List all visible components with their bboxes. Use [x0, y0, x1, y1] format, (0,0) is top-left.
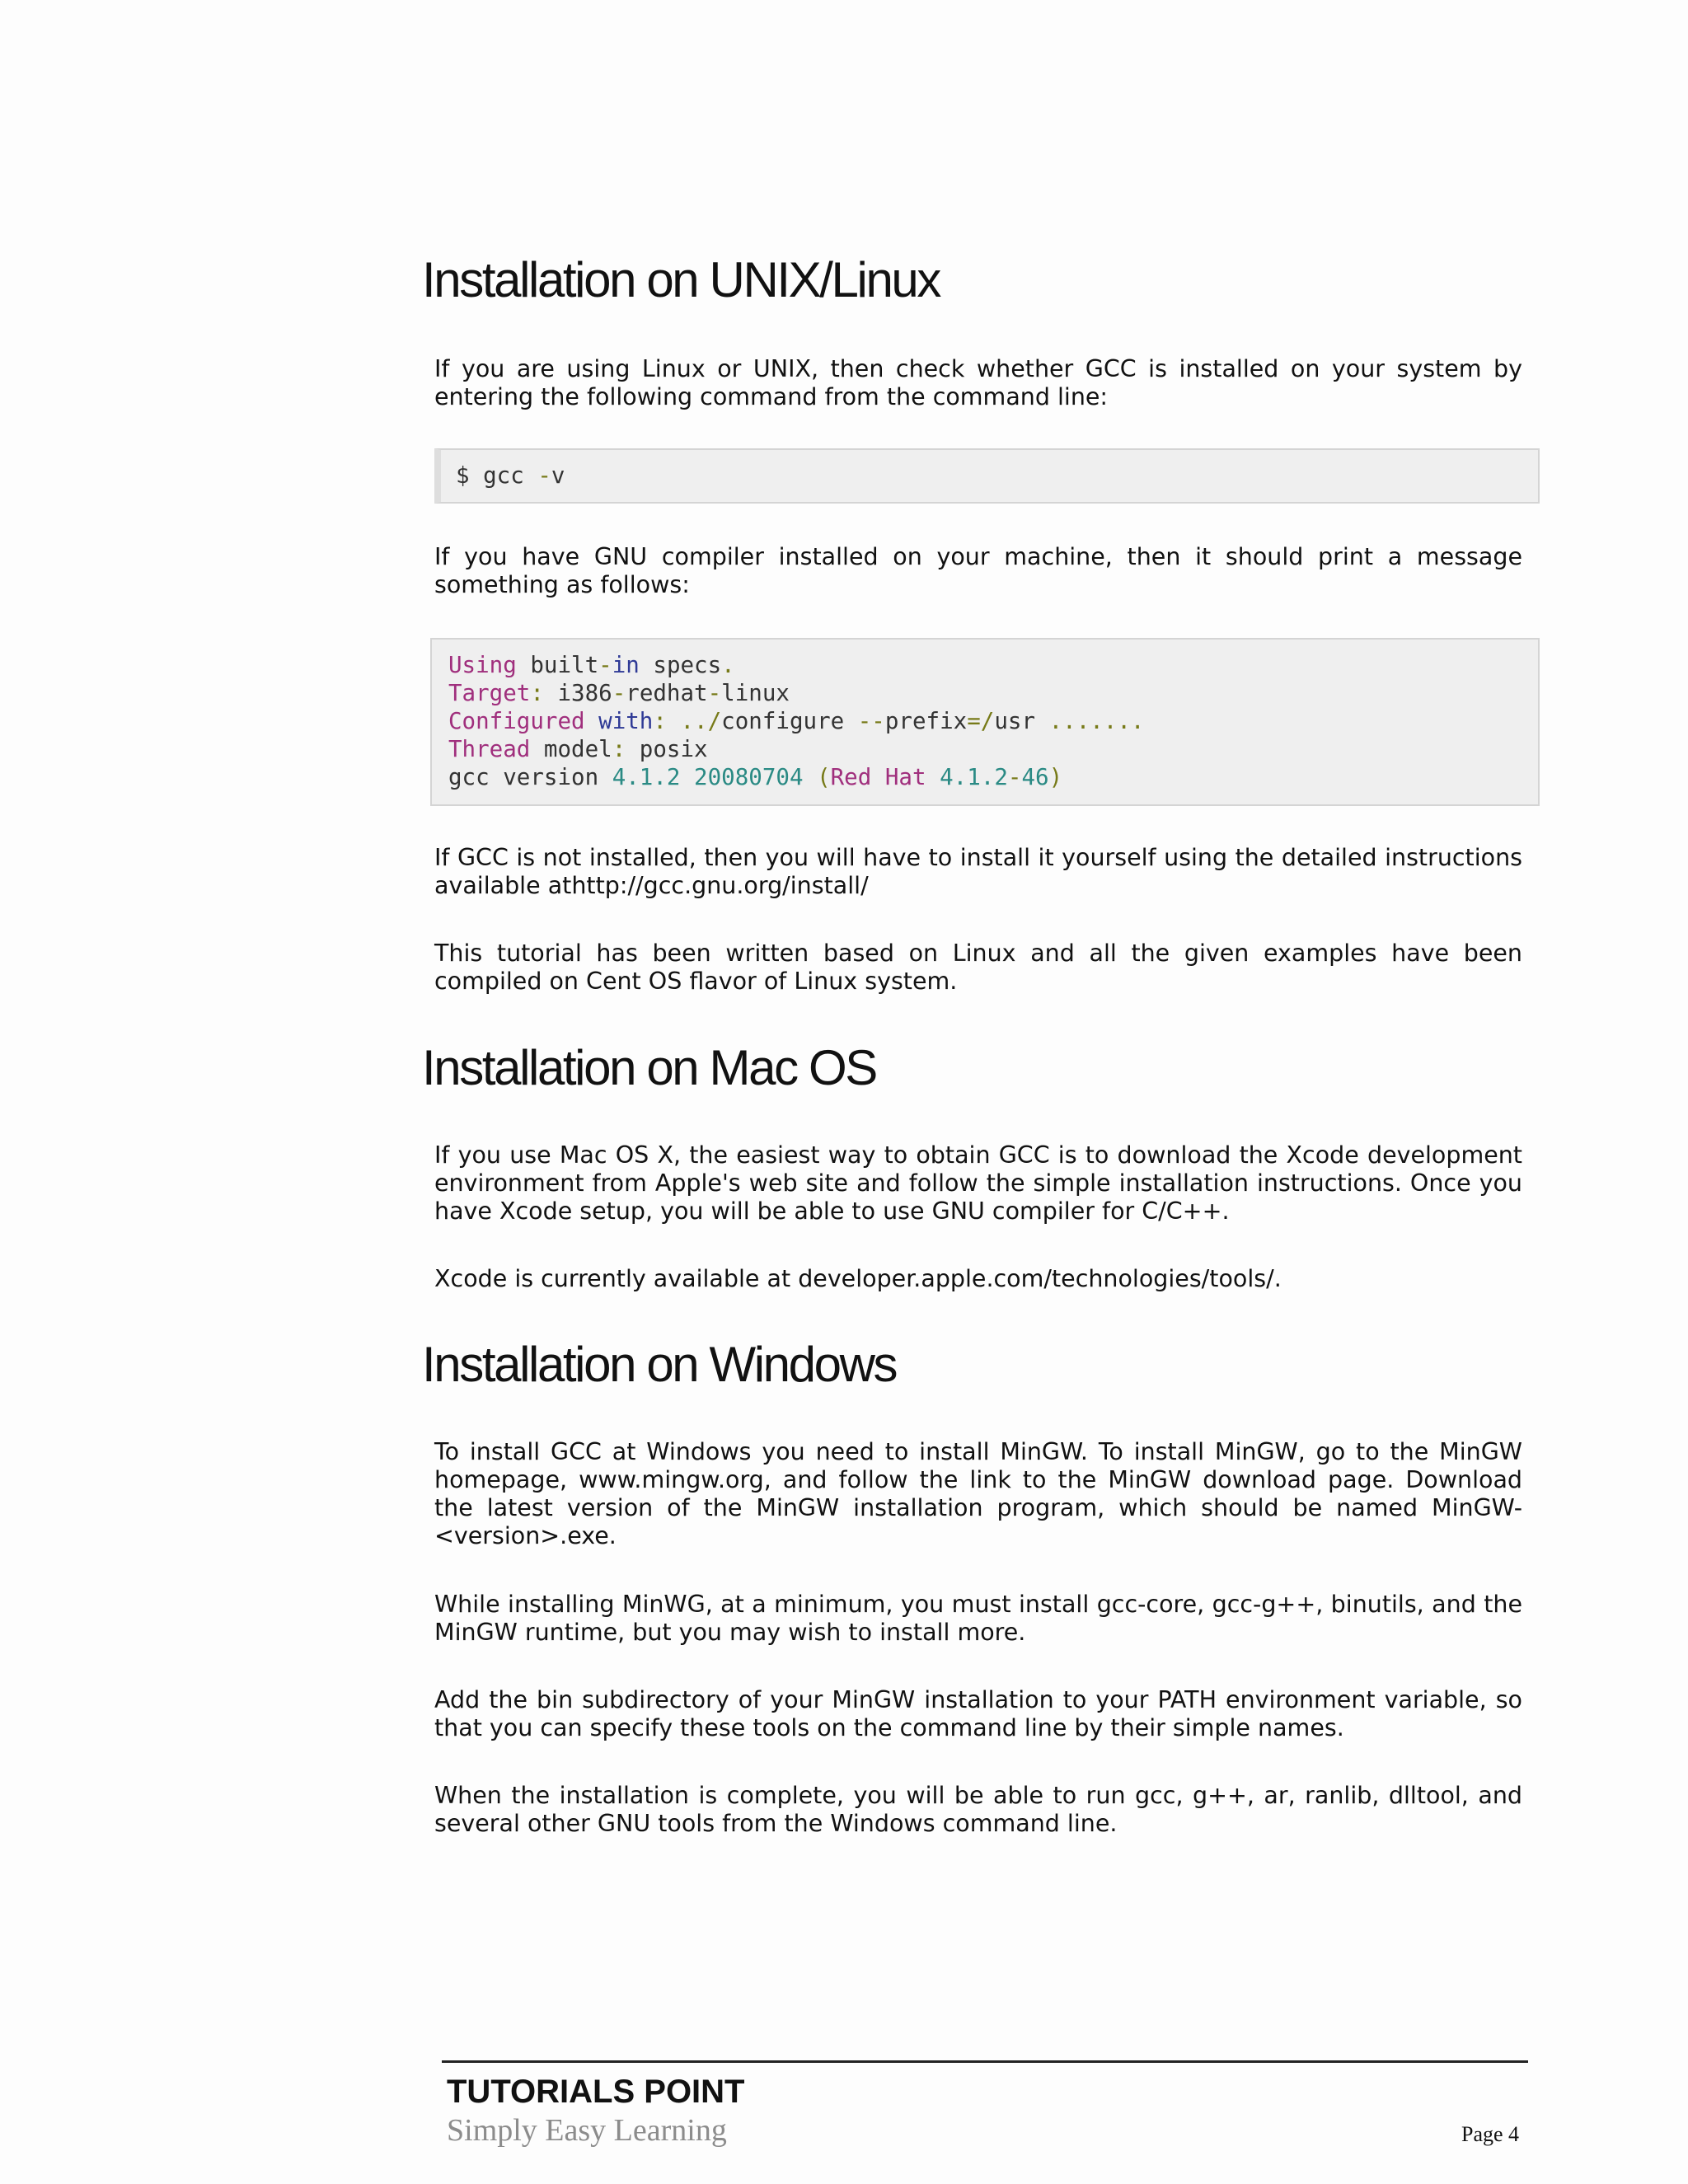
paragraph: When the installation is complete, you will be able to run gcc, g++, ar, ranlib, dlltool, and several other GNU tools from the Windows command line. [434, 1782, 1522, 1837]
paragraph: Add the bin subdirectory of your MinGW installation to your PATH environment variable, so that you can specify these tools on the command line by their simple names. [434, 1686, 1522, 1741]
paragraph: While installing MinWG, at a minimum, you must install gcc-core, gcc-g++, binutils, and the MinGW runtime, but you may wish to install more. [434, 1591, 1522, 1646]
code-line: Target: i386-redhat-linux [448, 680, 790, 706]
paragraph: Xcode is currently available at developer.apple.com/technologies/tools/. [434, 1265, 1282, 1292]
paragraph: If GCC is not installed, then you will have to install it yourself using the detailed instructions available athttp://gcc.gnu.org/install/ [434, 844, 1522, 899]
paragraph: If you are using Linux or UNIX, then check whether GCC is installed on your system by entering the following command from the command line: [434, 355, 1522, 410]
paragraph: This tutorial has been written based on Linux and all the given examples have been compiled on Cent OS flavor of Linux system. [434, 940, 1522, 995]
page-number: Page 4 [1461, 2122, 1520, 2146]
footer-brand: TUTORIALS POINT [447, 2074, 745, 2110]
heading-windows: Installation on Windows [422, 1337, 897, 1392]
code-line: Using built-in specs. [448, 652, 735, 678]
code-line: gcc version 4.1.2 20080704 (Red Hat 4.1.2-46) [448, 764, 1063, 790]
paragraph: To install GCC at Windows you need to install MinGW. To install MinGW, go to the MinGW homepage, www.mingw.org, and follow the link to the MinGW download page. Download the latest version of the MinGW installation program, which should be named MinGW-<version>.exe. [434, 1438, 1522, 1549]
paragraph: If you use Mac OS X, the easiest way to obtain GCC is to download the Xcode development environment from Apple's web site and follow the simple installation instructions. Once you have Xcode setup, you will be able to use GNU compiler for C/C++. [434, 1141, 1522, 1225]
footer-divider [442, 2060, 1528, 2063]
code-line: Thread model: posix [448, 736, 708, 762]
code-line: Configured with: ../configure --prefix=/usr ....... [448, 708, 1145, 734]
heading-unix-linux: Installation on UNIX/Linux [422, 252, 940, 307]
footer-tagline: Simply Easy Learning [447, 2113, 727, 2148]
code-block-command: $ gcc -v [434, 448, 1540, 504]
code-block-output [430, 638, 1540, 806]
heading-mac-os: Installation on Mac OS [422, 1040, 876, 1095]
paragraph: If you have GNU compiler installed on your machine, then it should print a message something as follows: [434, 543, 1522, 598]
